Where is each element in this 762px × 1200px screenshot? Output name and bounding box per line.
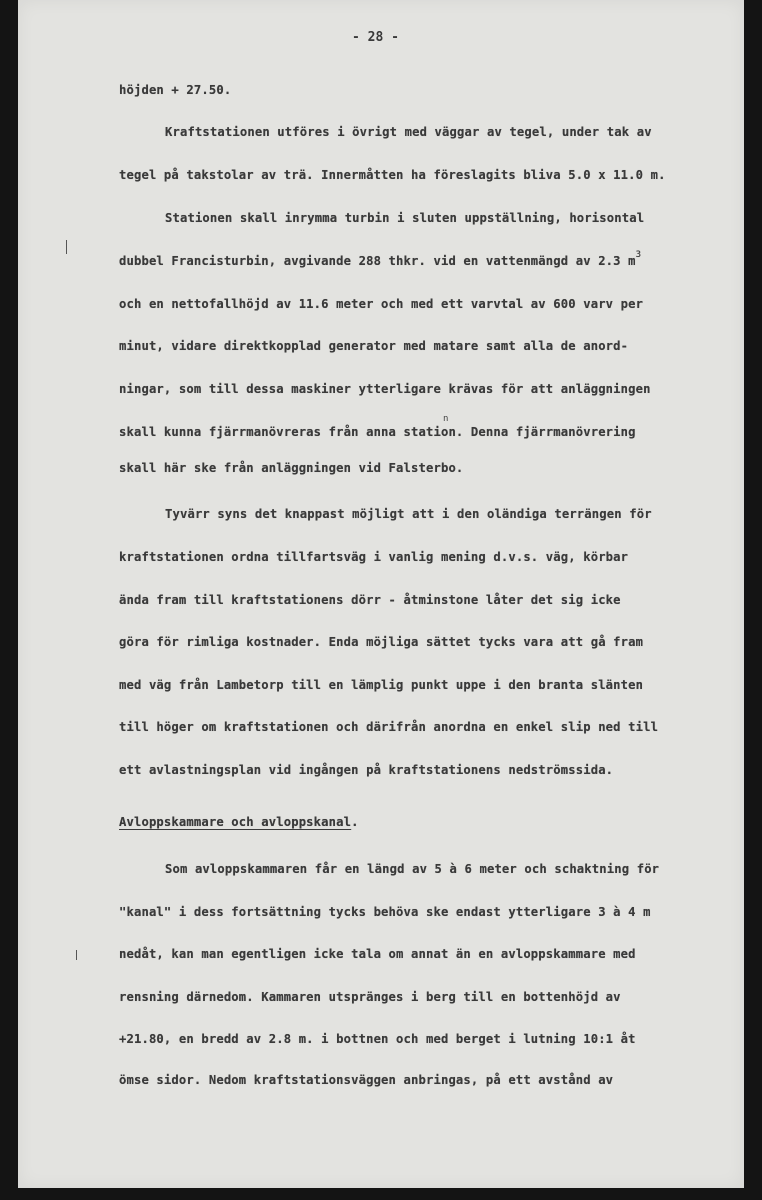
- text-line-2: Kraftstationen utföres i övrigt med väggar av tegel, under tak av: [165, 125, 652, 139]
- margin-mark-top: [66, 240, 67, 254]
- section-heading-text: Avloppskammare och avloppskanal: [119, 815, 352, 829]
- handwritten-insert-n: n: [443, 414, 449, 424]
- text-line-23: ömse sidor. Nedom kraftstationsväggen anbringas, på ett avstånd av: [119, 1073, 614, 1087]
- text-line-4: Stationen skall inrymma turbin i sluten uppställning, horisontal: [165, 211, 645, 225]
- margin-mark-bottom: [76, 950, 77, 960]
- text-line-22: +21.80, en bredd av 2.8 m. i bottnen och med berget i lutning 10:1 åt: [119, 1032, 636, 1046]
- text-line-19: "kanal" i dess fortsättning tycks behöva ske endast ytterligare 3 à 4 m: [119, 905, 651, 919]
- text-line-10: skall här ske från anläggningen vid Falsterbo.: [119, 461, 464, 475]
- section-heading-period: .: [351, 815, 359, 829]
- text-line-7: minut, vidare direktkopplad generator med matare samt alla de anord-: [119, 339, 629, 353]
- text-line-3: tegel på takstolar av trä. Innermåtten ha föreslagits bliva 5.0 x 11.0 m.: [119, 168, 666, 182]
- text-line-5-body: dubbel Francisturbin, avgivande 288 thkr. vid en vattenmängd av 2.3 m: [119, 254, 636, 268]
- text-line-15: med väg från Lambetorp till en lämplig punkt uppe i den branta slänten: [119, 678, 644, 692]
- section-heading: [119, 815, 359, 829]
- text-line-9: skall kunna fjärrmanövreras från anna station. Denna fjärrmanövrering: [119, 425, 636, 439]
- text-line-18: Som avloppskammaren får en längd av 5 à 6 meter och schaktning för: [165, 862, 660, 876]
- text-line-17: ett avlastningsplan vid ingången på kraftstationens nedströmssida.: [119, 763, 614, 777]
- document-page: [18, 0, 744, 1188]
- page-number: - 28 -: [352, 30, 399, 45]
- superscript-three: 3: [635, 250, 642, 260]
- text-line-20: nedåt, kan man egentligen icke tala om annat än en avloppskammare med: [119, 947, 636, 961]
- text-line-12: kraftstationen ordna tillfartsväg i vanlig mening d.v.s. väg, körbar: [119, 550, 629, 564]
- text-line-21: rensning därnedom. Kammaren utspränges i berg till en bottenhöjd av: [119, 990, 621, 1004]
- text-line-8: ningar, som till dessa maskiner ytterligare krävas för att anläggningen: [119, 382, 651, 396]
- text-line-1: höjden + 27.50.: [119, 83, 232, 97]
- text-line-6: och en nettofallhöjd av 11.6 meter och med ett varvtal av 600 varv per: [119, 297, 644, 311]
- text-line-14: göra för rimliga kostnader. Enda möjliga sättet tycks vara att gå fram: [119, 635, 644, 649]
- text-line-11: Tyvärr syns det knappast möjligt att i den oländiga terrängen för: [165, 507, 652, 521]
- text-line-5: [119, 250, 642, 268]
- text-line-13: ända fram till kraftstationens dörr - åtminstone låter det sig icke: [119, 593, 621, 607]
- text-line-16: till höger om kraftstationen och därifrån anordna en enkel slip ned till: [119, 720, 659, 734]
